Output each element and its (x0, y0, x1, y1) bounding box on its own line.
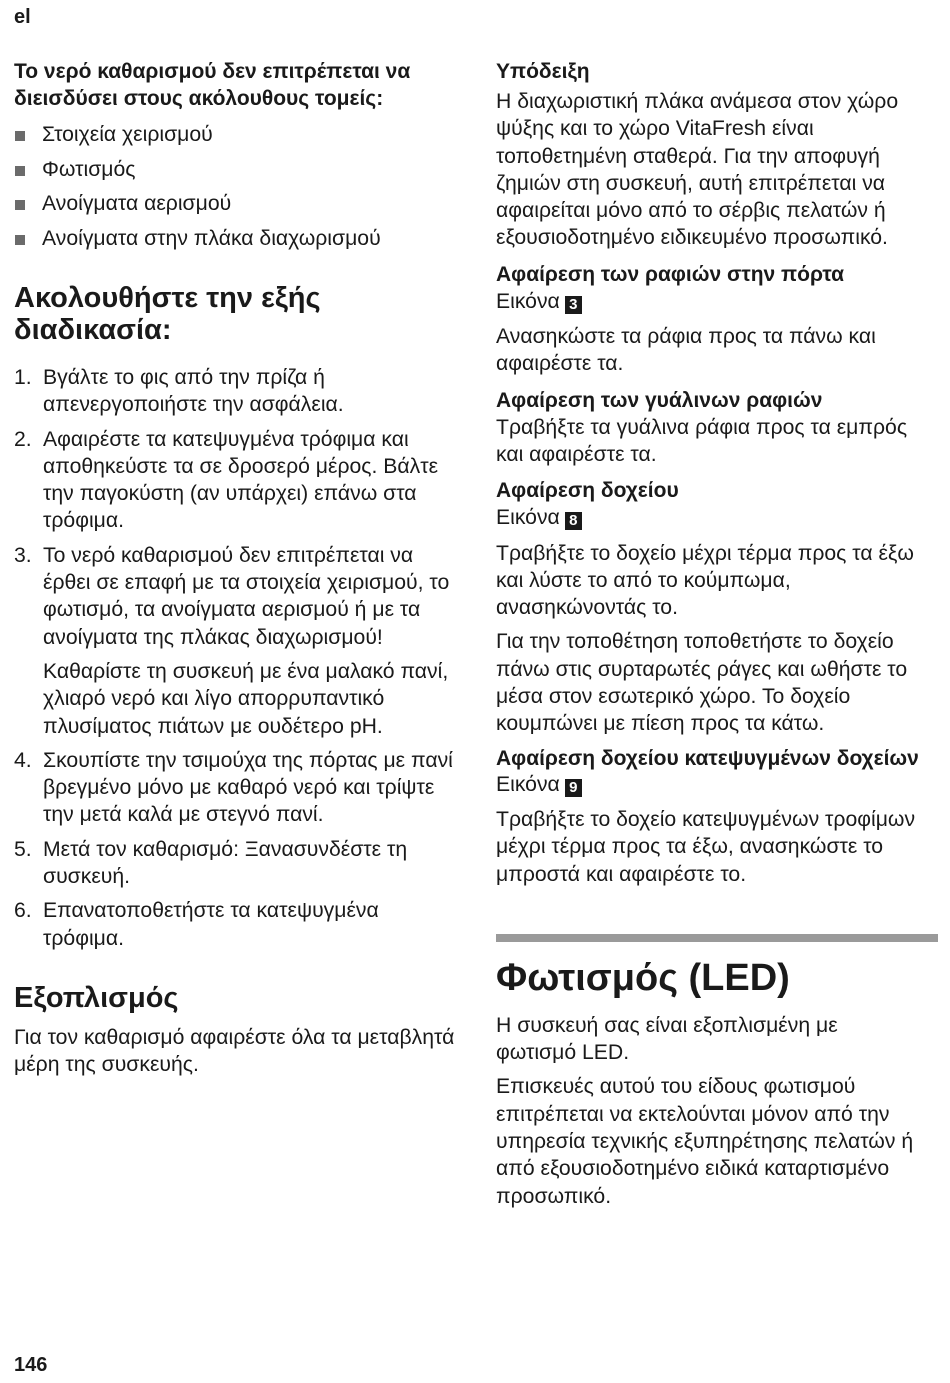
container-text-insert: Για την τοποθέτηση τοποθετήστε το δοχείο πάνω στις συρταρωτές ράγες και ωθήστε το μέσα στον εσωτερικό χώρο. Το δοχείο κουμπώνει με πίεση προς τα κάτω. (496, 630, 908, 736)
step-text: Βγάλτε το φις από την πρίζα ή απενεργοποιήστε την ασφάλεια. (43, 366, 344, 417)
section-divider (496, 934, 938, 942)
frozen-container-heading: Αφαίρεση δοχείου κατεψυγμένων δοχείων (496, 746, 919, 770)
container-heading: Αφαίρεση δοχείου (496, 479, 679, 503)
door-shelves-heading: Αφαίρεση των ραφιών στην πόρτα (496, 262, 845, 286)
figure-9-badge: 9 (565, 779, 582, 797)
step-number: 3. (14, 543, 32, 567)
tip-heading: Υπόδειξη (496, 60, 590, 83)
step-number: 5. (14, 837, 32, 861)
step-note: Καθαρίστε τη συσκευή με ένα μαλακό πανί, χλιαρό νερό και λίγο απορρυπαντικό πλυσίματος πιάτων με ουδέτερο pH. (43, 659, 449, 738)
procedure-heading: Ακολουθήστε την εξής διαδικασία: (14, 282, 321, 346)
list-item: Ανοίγματα αερισμού (14, 187, 464, 222)
led-intro-text: Η συσκευή σας είναι εξοπλισμένη με φωτισμό LED. (496, 1013, 838, 1065)
figure-3-badge: 3 (565, 296, 582, 314)
container-text-remove: Τραβήξτε το δοχείο μέχρι τέρμα προς τα έξω και λύστε το από το κούμπωμα, ανασηκώνοντάς το. (496, 541, 914, 620)
restricted-areas-list (14, 118, 464, 256)
procedure-steps (14, 364, 464, 952)
equipment-heading: Εξοπλισμός (14, 981, 179, 1014)
list-item: Στοιχεία χειρισμού (14, 118, 464, 153)
step-item (14, 426, 464, 535)
list-item: Ανοίγματα στην πλάκα διαχωρισμού (14, 222, 464, 257)
figure-8-badge: 8 (565, 512, 582, 530)
step-number: 2. (14, 427, 32, 451)
language-code: el (14, 6, 31, 28)
glass-shelves-heading: Αφαίρεση των γυάλινων ραφιών (496, 388, 823, 412)
figure-reference: Εικόνα 8 (496, 504, 938, 531)
step-text: Μετά τον καθαρισμό: Ξανασυνδέστε τη συσκευή. (43, 837, 408, 889)
led-repair-text: Επισκευές αυτού του είδους φωτισμού επιτρέπεται να εκτελούνται μόνον από την υπηρεσία τεχνικής εξυπηρέτησης πελατών ή από εξουσιοδοτημένο ειδικά καταρτισμένο προσωπικό. (496, 1075, 914, 1208)
right-column (496, 58, 938, 1210)
step-text: Αφαιρέστε τα κατεψυγμένα τρόφιμα και αποθηκεύστε τα σε δροσερό μέρος. Βάλτε την παγοκύστη (αν υπάρχει) επάνω στα τρόφιμα. (43, 427, 439, 533)
step-text: Επανατοποθετήστε τα κατεψυγμένα τρόφιμα. (43, 899, 379, 950)
step-item (14, 364, 464, 419)
figure-reference: Εικόνα 9 (496, 771, 938, 798)
bullet-square-icon (15, 131, 25, 141)
step-item (14, 542, 464, 740)
page-number: 146 (14, 1354, 48, 1376)
step-text: Το νερό καθαρισμού δεν επιτρέπεται να έρθει σε επαφή με τα στοιχεία χειρισμού, το φωτισμό, τα ανοίγματα αερισμού ή με τα ανοίγματα της πλάκας διαχωρισμού! (43, 543, 450, 649)
figure-reference: Εικόνα 3 (496, 288, 938, 315)
equipment-text: Για τον καθαρισμό αφαιρέστε όλα τα μεταβλητά μέρη της συσκευής. (14, 1025, 455, 1077)
step-item (14, 836, 464, 891)
left-column (14, 58, 464, 1079)
door-shelves-text: Ανασηκώστε τα ράφια προς τα πάνω και αφαιρέστε τα. (496, 325, 876, 376)
tip-text: Η διαχωριστική πλάκα ανάμεσα στον χώρο ψύξης και το χώρο VitaFresh είναι τοποθετημένη σταθερά. Για την αποφυγή ζημιών στη συσκευή, αυτή επιτρέπεται να αφαιρείται μόνο από το σέρβις πελατών ή εξουσιοδοτημένο ειδικευμένο προσωπικό. (496, 90, 899, 250)
glass-shelves-text: Τραβήξτε τα γυάλινα ράφια προς τα εμπρός και αφαιρέστε τα. (496, 415, 908, 466)
step-number: 4. (14, 748, 32, 772)
step-text: Σκουπίστε την τσιμούχα της πόρτας με πανί βρεγμένο μόνο με καθαρό νερό και τρίψτε την μετά καλά με στεγνό πανί. (43, 748, 453, 827)
bullet-square-icon (15, 235, 25, 245)
frozen-container-text: Τραβήξτε το δοχείο κατεψυγμένων τροφίμων μέχρι τέρμα προς τα έξω, ανασηκώστε το μπροστά και αφαιρέστε το. (496, 807, 916, 886)
step-item (14, 747, 464, 829)
list-item: Φωτισμός (14, 153, 464, 188)
step-number: 1. (14, 366, 32, 389)
led-heading: Φωτισμός (LED) (496, 956, 790, 999)
step-number: 6. (14, 899, 32, 923)
bullet-square-icon (15, 166, 25, 176)
step-item (14, 897, 464, 952)
bullet-square-icon (15, 200, 25, 210)
intro-heading: Το νερό καθαρισμού δεν επιτρέπεται να διεισδύσει στους ακόλουθους τομείς: (14, 60, 411, 110)
